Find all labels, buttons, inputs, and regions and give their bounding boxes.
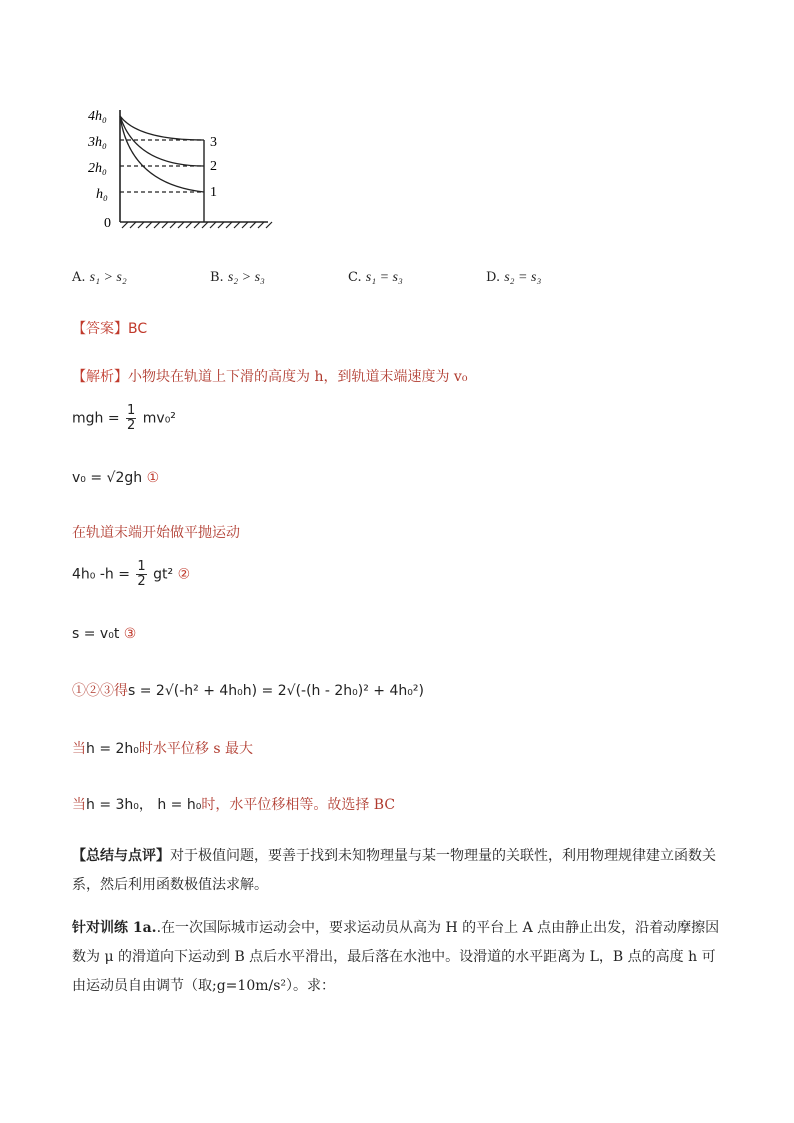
option-b[interactable] xyxy=(210,270,265,286)
option-expr: s₂ > s₃ xyxy=(227,270,265,285)
option-expr: s₁ > s₂ xyxy=(89,270,127,285)
answer-label: 【答案】 xyxy=(72,321,128,337)
mark-2: ② xyxy=(177,566,191,583)
y-label-2h0: 2h₀ xyxy=(88,161,107,176)
y-label-4h0: 4h₀ xyxy=(88,109,107,124)
analysis-text: 小物块在轨道上下滑的高度为 h，到轨道末端速度为 v₀ xyxy=(128,369,468,385)
equation-displacement: s = v₀t ③ xyxy=(72,626,137,642)
track-figure xyxy=(86,100,286,240)
option-d[interactable] xyxy=(486,270,541,286)
summary-label: 【总结与点评】 xyxy=(72,848,170,864)
equation-energy: mgh = $\frac{1}{2}$ mv₀² xyxy=(72,403,176,433)
combined-result: ①②③得s = 2√(-h² + 4h₀h) = 2√(-(h - 2h₀)² + 4h₀²) xyxy=(72,683,424,699)
track-curve-2 xyxy=(120,116,204,166)
option-expr: s₁ = s₃ xyxy=(365,270,403,285)
equation-height: 4h₀ -h = $\frac{1}{2}$ gt² ② xyxy=(72,559,191,589)
summary-text: 对于极值问题，要善于找到未知物理量与某一物理量的关联性，利用物理规律建立函数关系，然后利用函数极值法求解。 xyxy=(72,848,716,893)
equal-condition: 当h = 3h₀， h = h₀时，水平位移相等。故选择 BC xyxy=(72,797,396,813)
mark-1: ① xyxy=(146,470,160,486)
curve-label-2: 2 xyxy=(210,159,217,174)
option-letter: D. xyxy=(486,270,501,285)
step-projectile: 在轨道末端开始做平抛运动 xyxy=(72,525,240,541)
training-text: .在一次国际城市运动会中，要求运动员从高为 H 的平台上 A 点由静止出发，沿着动摩擦因数为 μ 的滑道向下运动到 B 点后水平滑出，最后落在水池中。设滑道的水平距离为 L，B 点的高度 h 可由运动员自由调节（取;g=10m/s²）。求： xyxy=(72,920,720,994)
mark-3: ③ xyxy=(123,626,137,642)
y-label-3h0: 3h₀ xyxy=(88,135,107,150)
curve-label-1: 1 xyxy=(210,185,217,200)
ground-hatching xyxy=(122,222,272,228)
analysis-line xyxy=(72,366,467,386)
summary-paragraph xyxy=(72,842,728,900)
answer-line xyxy=(72,318,147,338)
training-paragraph xyxy=(72,914,728,1001)
analysis-label: 【解析】 xyxy=(72,369,128,385)
option-letter: A. xyxy=(72,270,86,285)
training-label: 针对训练 1a. xyxy=(72,920,157,936)
track-curve-3 xyxy=(120,116,204,140)
max-condition: 当h = 2h₀时水平位移 s 最大 xyxy=(72,741,253,757)
option-letter: B. xyxy=(210,270,224,285)
option-letter: C. xyxy=(348,270,362,285)
equation-v0: v₀ = √2gh ① xyxy=(72,470,160,486)
y-label-h0: h₀ xyxy=(96,187,108,202)
option-a[interactable] xyxy=(72,270,127,286)
fraction-half: $\frac{1}{2}$ xyxy=(127,403,136,433)
y-label-0: 0 xyxy=(104,216,111,231)
option-c[interactable] xyxy=(348,270,403,286)
answer-value: BC xyxy=(128,321,148,337)
track-diagram xyxy=(86,100,286,240)
curve-label-3: 3 xyxy=(210,135,217,150)
fraction-half-2: $\frac{1}{2}$ xyxy=(137,559,146,589)
option-expr: s₂ = s₃ xyxy=(504,270,542,285)
